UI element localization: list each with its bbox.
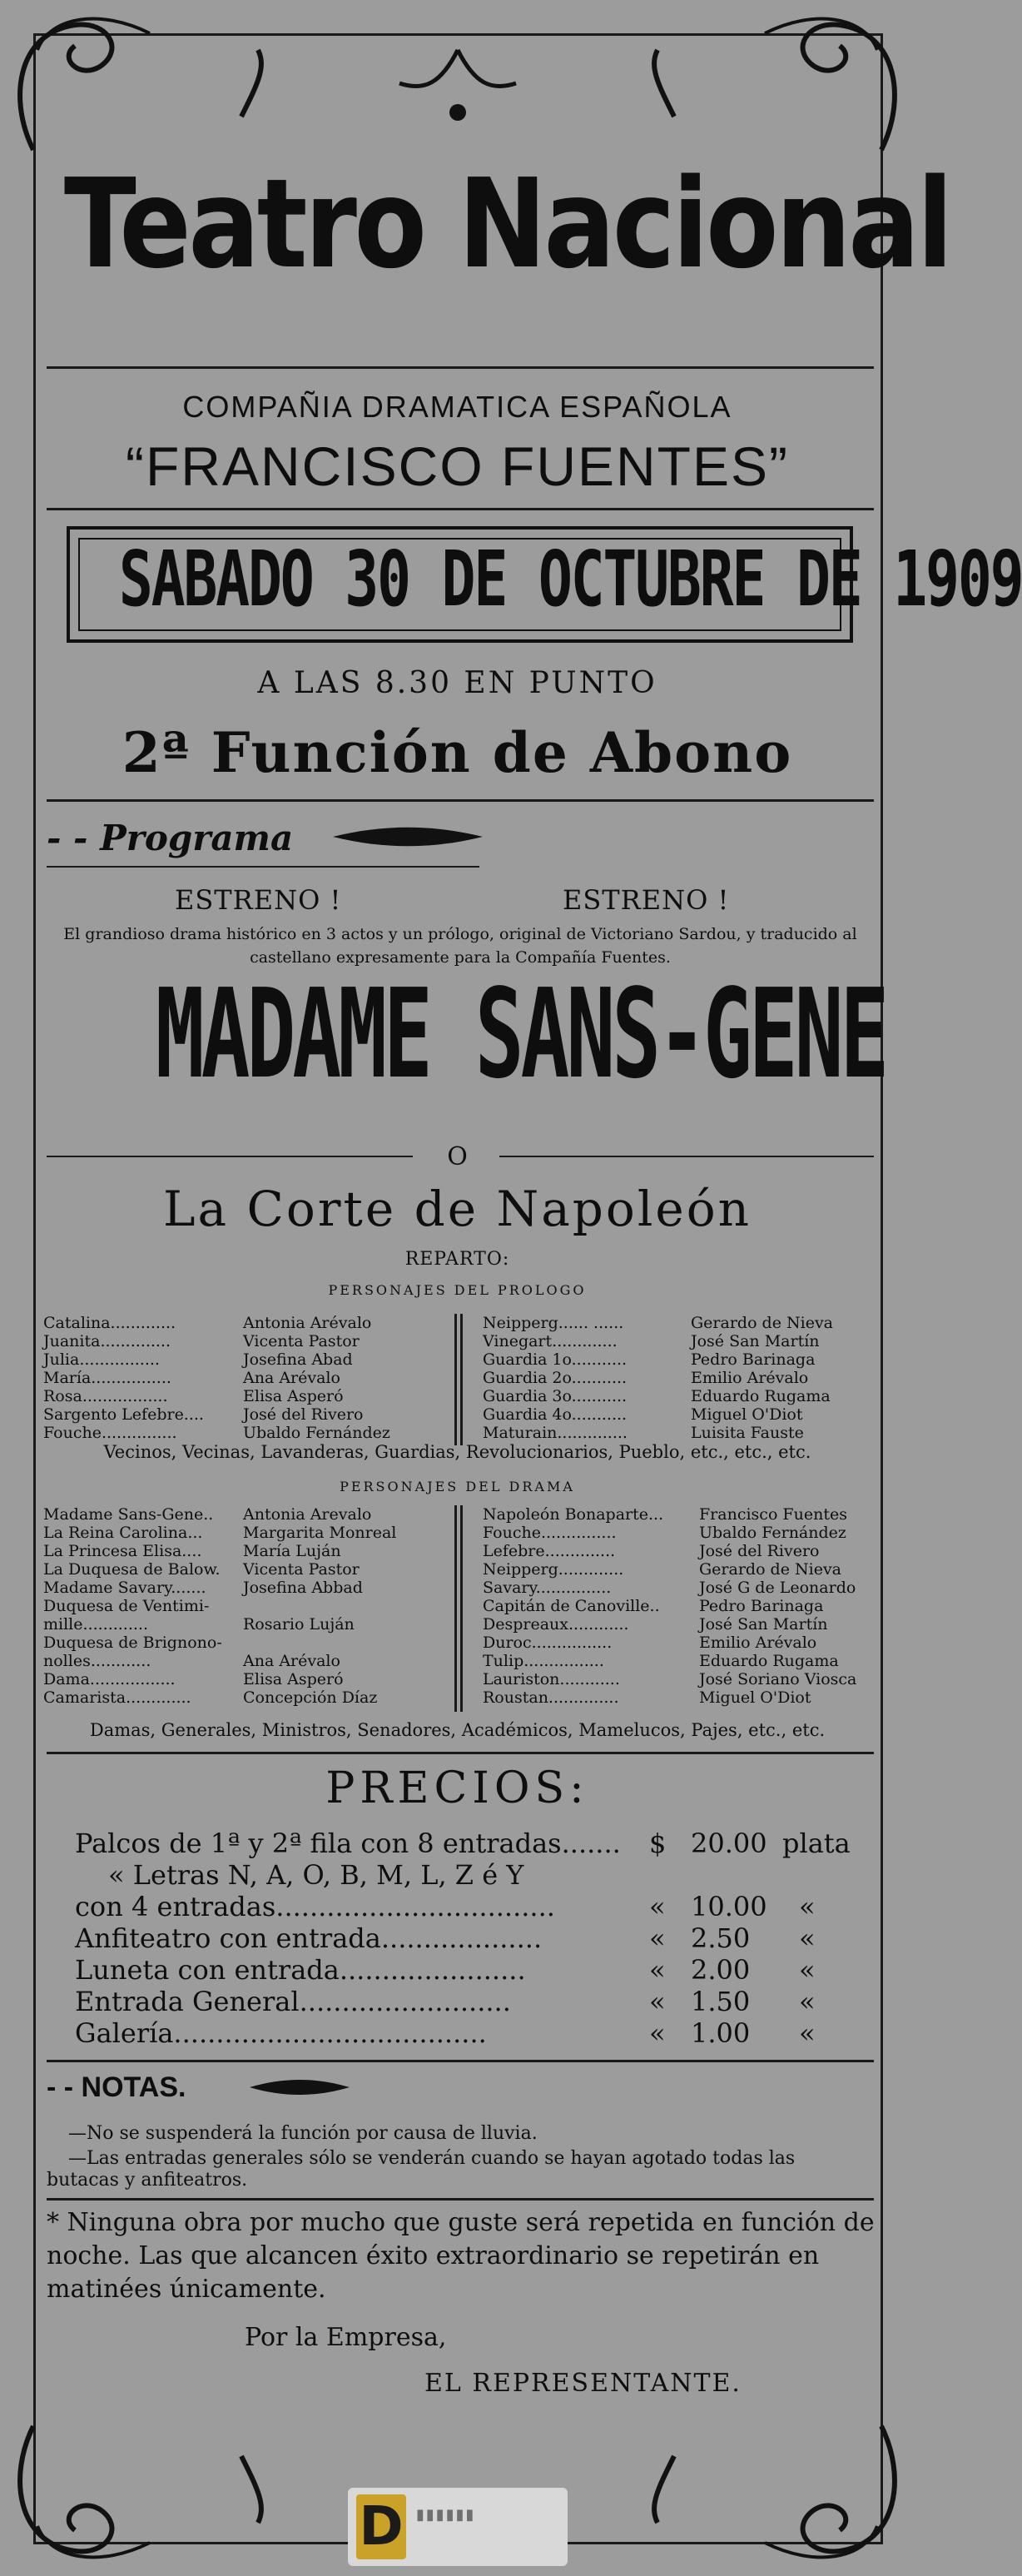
- estreno-right: ESTRENO !: [563, 884, 730, 916]
- cast-row: [43, 1652, 396, 1670]
- function-title: 2ª Función de Abono: [122, 720, 793, 785]
- drama-heading: PERSONAJES DEL DRAMA: [340, 1479, 575, 1494]
- prices-heading: PRECIOS:: [325, 1763, 589, 1813]
- cast-row: [43, 1634, 396, 1652]
- cast-row: [483, 1615, 856, 1634]
- price-value: 10.00: [691, 1891, 767, 1922]
- actor-name: José San Martín: [691, 1332, 820, 1350]
- actor-name: Miguel O'Diot: [691, 1405, 803, 1424]
- price-item: Anfiteatro con entrada...................: [75, 1922, 543, 1954]
- cast-row: [483, 1314, 833, 1332]
- price-mark: «: [649, 1891, 666, 1922]
- cast-row: [43, 1424, 390, 1442]
- cast-row: [483, 1424, 833, 1442]
- cast-row: [483, 1332, 833, 1350]
- actor-name: Josefina Abbad: [243, 1579, 363, 1597]
- character-name: mille.............: [43, 1615, 149, 1634]
- character-name: Dama.................: [43, 1670, 176, 1688]
- price-unit: «: [799, 1986, 816, 2017]
- character-name: Tulip................: [483, 1652, 604, 1670]
- character-name: Guardia 3o...........: [483, 1387, 628, 1405]
- performance-date: SABADO 30 DE OCTUBRE DE 1909: [118, 535, 1022, 624]
- price-unit: «: [799, 1922, 816, 1954]
- actor-name: José San Martín: [699, 1615, 828, 1634]
- performance-time: A LAS 8.30 EN PUNTO: [257, 666, 657, 700]
- price-item: con 4 entradas.................................: [75, 1891, 555, 1922]
- divider: [47, 866, 479, 868]
- representante-signature: EL REPRESENTANTE.: [424, 2369, 742, 2398]
- actor-name: José del Rivero: [699, 1542, 820, 1560]
- play-or: O: [447, 1142, 468, 1171]
- character-name: Camarista.............: [43, 1688, 191, 1707]
- character-name: Neipperg...... ......: [483, 1314, 624, 1332]
- price-mark: «: [649, 1922, 666, 1954]
- archive-watermark-logo: D ▮▮▮▮▮▮: [348, 2488, 568, 2566]
- actor-name: Gerardo de Nieva: [691, 1314, 834, 1332]
- price-item: Entrada General.........................: [75, 1986, 511, 2017]
- character-name: Duquesa de Ventimi-: [43, 1597, 210, 1615]
- cast-row: [483, 1560, 856, 1579]
- note-tickets: —Las entradas generales sólo se venderán cuando se hayan agotado todas las butacas y anfiteatros.: [47, 2148, 796, 2191]
- cast-row: [43, 1350, 390, 1369]
- character-name: Fouche...............: [43, 1424, 177, 1442]
- character-name: Madame Sans-Gene..: [43, 1505, 214, 1524]
- notes-heading: - - NOTAS.: [47, 2071, 186, 2103]
- character-name: nolles............: [43, 1652, 151, 1670]
- price-item: Luneta con entrada......................: [75, 1954, 526, 1986]
- cast-row: [483, 1369, 833, 1387]
- cast-row: [483, 1652, 856, 1670]
- cast-row: [483, 1542, 856, 1560]
- actor-name: Gerardo de Nieva: [699, 1560, 842, 1579]
- theater-title: Teatro Nacional: [63, 152, 950, 296]
- character-name: Maturain..............: [483, 1424, 628, 1442]
- divider: [47, 2060, 874, 2062]
- actor-name: Miguel O'Diot: [699, 1688, 811, 1707]
- estreno-left: ESTRENO !: [175, 884, 342, 916]
- cast-row: [43, 1387, 390, 1405]
- actor-name: Eduardo Rugama: [691, 1387, 831, 1405]
- character-name: Guardia 2o...........: [483, 1369, 628, 1387]
- cast-row: [43, 1524, 396, 1542]
- column-divider: [460, 1314, 463, 1445]
- cast-row: [483, 1387, 833, 1405]
- programa-heading: - - Programa: [47, 818, 294, 858]
- cast-row: [43, 1332, 390, 1350]
- actor-name: Antonia Arévalo: [243, 1314, 372, 1332]
- actor-name: Luisita Fauste: [691, 1424, 804, 1442]
- cast-row: [483, 1634, 856, 1652]
- repetition-notice: * Ninguna obra por mucho que guste será repetida en función de noche. Las que alcancen éxito extraordinario se repetirán en matinées únicamente.: [47, 2208, 875, 2304]
- actor-name: Elisa Asperó: [243, 1387, 344, 1405]
- character-name: Juanita..............: [43, 1332, 171, 1350]
- cast-row: [43, 1688, 396, 1707]
- price-value: 1.50: [691, 1986, 751, 2017]
- corner-flourish-top-left: [0, 0, 166, 167]
- price-value: 2.00: [691, 1954, 751, 1986]
- actor-name: Ubaldo Fernández: [699, 1524, 846, 1542]
- actor-name: Ana Arévalo: [243, 1652, 340, 1670]
- actor-name: Emilio Arévalo: [691, 1369, 809, 1387]
- company-name: “FRANCISCO FUENTES”: [126, 435, 789, 497]
- cast-row: [483, 1405, 833, 1424]
- header-ornament: [208, 33, 707, 125]
- character-name: María................: [43, 1369, 171, 1387]
- character-name: Fouche...............: [483, 1524, 617, 1542]
- actor-name: Concepción Díaz: [243, 1688, 378, 1707]
- character-name: Vinegart.............: [483, 1332, 618, 1350]
- column-divider: [454, 1314, 457, 1445]
- character-name: Guardia 1o...........: [483, 1350, 628, 1369]
- character-name: Capitán de Canoville..: [483, 1597, 660, 1615]
- character-name: Catalina.............: [43, 1314, 176, 1332]
- prologue-heading: PERSONAJES DEL PROLOGO: [328, 1282, 587, 1298]
- drama-extras: Damas, Generales, Ministros, Senadores, Académicos, Mamelucos, Pajes, etc., etc.: [89, 1720, 826, 1740]
- character-name: La Reina Carolina...: [43, 1524, 203, 1542]
- actor-name: José G de Leonardo: [699, 1579, 856, 1597]
- price-unit: «: [799, 1891, 816, 1922]
- divider: [47, 366, 874, 369]
- cast-row: [43, 1505, 396, 1524]
- divider: [47, 799, 874, 802]
- price-item: Galería.....................................: [75, 2017, 487, 2049]
- actor-name: Josefina Abad: [243, 1350, 353, 1369]
- corner-flourish-bottom-right: [748, 2409, 915, 2576]
- actor-name: Vicenta Pastor: [243, 1332, 360, 1350]
- price-item: Palcos de 1ª y 2ª fila con 8 entradas.......: [75, 1828, 621, 1859]
- cast-row: [43, 1615, 396, 1634]
- play-subtitle: La Corte de Napoleón: [162, 1181, 752, 1237]
- drama-cast-right: [483, 1505, 856, 1707]
- actor-name: Francisco Fuentes: [699, 1505, 847, 1524]
- actor-name: José del Rivero: [243, 1405, 364, 1424]
- cast-row: [483, 1579, 856, 1597]
- actor-name: Rosario Luján: [243, 1615, 355, 1634]
- price-item: « Letras N, A, O, B, M, L, Z é Y: [108, 1859, 524, 1891]
- cast-row: [43, 1542, 396, 1560]
- character-name: La Princesa Elisa....: [43, 1542, 202, 1560]
- cast-row: [43, 1369, 390, 1387]
- actor-name: Vicenta Pastor: [243, 1560, 360, 1579]
- cast-row: [43, 1579, 396, 1597]
- character-name: Sargento Lefebre....: [43, 1405, 204, 1424]
- actor-name: Eduardo Rugama: [699, 1652, 839, 1670]
- character-name: Roustan..............: [483, 1688, 619, 1707]
- price-mark: «: [649, 1986, 666, 2017]
- character-name: Despreaux............: [483, 1615, 629, 1634]
- actor-name: María Luján: [243, 1542, 341, 1560]
- cast-row: [43, 1597, 396, 1615]
- price-mark: $: [649, 1828, 667, 1859]
- corner-flourish-top-right: [748, 0, 915, 167]
- reparto-heading: REPARTO:: [404, 1249, 510, 1270]
- divider: [47, 1752, 874, 1754]
- character-name: La Duquesa de Balow.: [43, 1560, 221, 1579]
- cast-row: [43, 1560, 396, 1579]
- actor-name: Emilio Arévalo: [699, 1634, 817, 1652]
- price-value: 1.00: [691, 2017, 751, 2049]
- character-name: Neipperg.............: [483, 1560, 624, 1579]
- flourish-swash: [333, 824, 483, 849]
- column-divider: [454, 1505, 457, 1712]
- character-name: Lauriston............: [483, 1670, 620, 1688]
- character-name: Rosa.................: [43, 1387, 168, 1405]
- divider: [47, 2198, 874, 2201]
- actor-name: José Soriano Viosca: [699, 1670, 857, 1688]
- actor-name: Pedro Barinaga: [699, 1597, 824, 1615]
- company-line: COMPAÑIA DRAMATICA ESPAÑOLA: [182, 390, 732, 424]
- actor-name: Elisa Asperó: [243, 1670, 344, 1688]
- play-title: MADAME SANS-GENE: [155, 962, 886, 1106]
- price-value: 2.50: [691, 1922, 751, 1954]
- drama-cast-left: [43, 1505, 396, 1707]
- character-name: Savary...............: [483, 1579, 612, 1597]
- divider: [47, 508, 874, 510]
- price-mark: «: [649, 1954, 666, 1986]
- cast-row: [43, 1314, 390, 1332]
- character-name: Guardia 4o...........: [483, 1405, 628, 1424]
- character-name: Julia................: [43, 1350, 160, 1369]
- corner-flourish-bottom-left: [0, 2409, 166, 2576]
- cast-row: [43, 1405, 390, 1424]
- prologue-cast-right: [483, 1314, 833, 1442]
- actor-name: Ubaldo Fernández: [243, 1424, 390, 1442]
- actor-name: Margarita Monreal: [243, 1524, 397, 1542]
- note-rain: —No se suspenderá la función por causa de lluvia.: [68, 2123, 538, 2144]
- price-unit: plata: [782, 1828, 851, 1859]
- character-name: Duquesa de Brignono-: [43, 1634, 222, 1652]
- column-divider: [460, 1505, 463, 1712]
- cast-row: [483, 1670, 856, 1688]
- play-description: El grandioso drama histórico en 3 actos y un prólogo, original de Victoriano Sardou, y traducido al castellano expresamente para la Compañía Fuentes.: [63, 925, 857, 967]
- actor-name: Pedro Barinaga: [691, 1350, 816, 1369]
- prologue-cast-left: [43, 1314, 390, 1442]
- cast-row: [483, 1505, 856, 1524]
- cast-row: [483, 1597, 856, 1615]
- cast-row: [43, 1670, 396, 1688]
- character-name: Duroc................: [483, 1634, 613, 1652]
- actor-name: Ana Arévalo: [243, 1369, 340, 1387]
- character-name: Madame Savary.......: [43, 1579, 206, 1597]
- cast-row: [483, 1350, 833, 1369]
- price-unit: «: [799, 1954, 816, 1986]
- price-unit: «: [799, 2017, 816, 2049]
- cast-row: [483, 1688, 856, 1707]
- empresa-signature: Por la Empresa,: [245, 2323, 447, 2352]
- character-name: Napoleón Bonaparte...: [483, 1505, 664, 1524]
- price-mark: «: [649, 2017, 666, 2049]
- actor-name: Antonia Arevalo: [243, 1505, 372, 1524]
- prologue-extras: Vecinos, Vecinas, Lavanderas, Guardias, Revolucionarios, Pueblo, etc., etc., etc.: [103, 1442, 811, 1462]
- cast-row: [483, 1524, 856, 1542]
- price-value: 20.00: [691, 1828, 767, 1859]
- flourish-swash: [250, 2077, 350, 2097]
- character-name: Lefebre..............: [483, 1542, 616, 1560]
